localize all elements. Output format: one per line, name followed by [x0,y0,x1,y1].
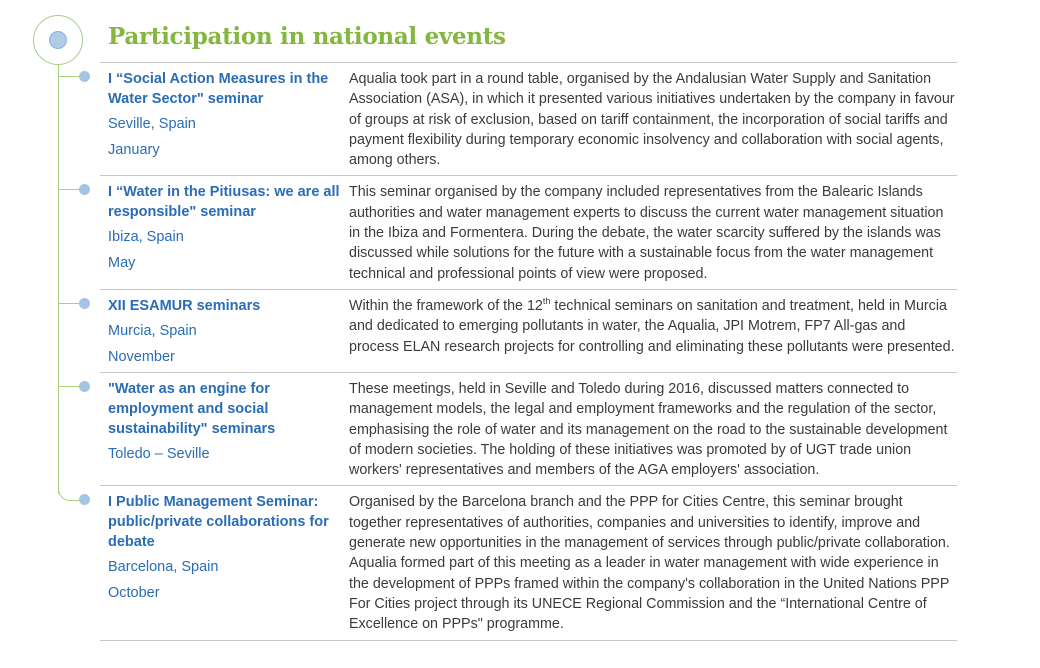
event-info [100,492,348,634]
event-location: Murcia, Spain [108,322,197,339]
event-description [348,379,957,480]
event-row-5 [100,485,957,640]
event-title: XII ESAMUR seminars [108,297,261,314]
event-date: November [108,348,175,365]
event-location: Toledo – Seville [108,445,210,462]
event-title: I “Water in the Pitiusas: we are all responsible" seminar [108,184,340,221]
event-row-1 [100,62,957,175]
page-title: Participation in national events [108,23,506,50]
event-description-paragraph: This seminar organised by the company included representatives from the Balearic Islands authorities and water management experts to discuss the current water management situation in the Ibiza and Formentera. During the debate, the water scarcity suffered by the islands was discussed while solutions for the future with a sustainable focus from the water management technical and professional points of view were proposed. [349,184,944,282]
description-prefix: Within the framework of the 12 [349,297,543,314]
event-info [100,379,348,480]
ordinal-suffix: th [542,296,551,307]
event-description-paragraph [349,296,957,357]
timeline-start-icon [33,15,83,65]
timeline-dot-icon [79,298,90,309]
description-suffix: technical seminars on sanitation and treatment, held in Murcia and dedicated to emerging pollutants in water, the Aqualia, JPI Motrem, FP7 All-gas and process ELAN research projects for controlling and eliminating these pollutants were presented. [349,297,955,355]
timeline-dot-icon [79,494,90,505]
event-title: I “Social Action Measures in the Water Sector" seminar [108,71,329,107]
event-title: "Water as an engine for employment and social sustainability" seminars [108,380,276,437]
event-info [100,69,348,170]
event-description [348,69,957,170]
event-location: Seville, Spain [108,116,196,132]
event-info [100,296,348,367]
event-description-paragraph: Aqualia formed part of this meeting as a leader in water management with wide experience in the development of PPPs framed within the company's collaboration in the United Nations PPP For Cities project through its UNECE Regional Commission and the “International Centre of Excellence on PPPs" programme. [349,555,950,633]
event-title: I Public Management Seminar: public/private collaborations for debate [108,494,329,551]
events-table [0,62,1040,641]
event-description [348,492,957,634]
timeline-dot-icon [79,71,90,82]
event-date: October [108,585,160,602]
event-info [100,182,348,283]
event-row-3 [100,289,957,372]
event-description-paragraph: These meetings, held in Seville and Toledo during 2016, discussed matters connected to management models, the legal and employment frameworks and the regulation of the sector, emphasising the role of water and its management on the road to the sustainable development of modern societies. The holding of these initiatives was promoted by of UGT trade union workers' representatives and members of the AGA employers' association. [349,380,948,479]
event-row-4 [100,372,957,485]
event-location: Ibiza, Spain [108,229,184,246]
event-date: May [108,255,136,272]
timeline-dot-icon [79,184,90,195]
event-date: January [108,142,160,158]
event-location: Barcelona, Spain [108,559,219,576]
event-row-2 [100,175,957,288]
event-description-paragraph: Aqualia took part in a round table, organised by the Andalusian Water Supply and Sanitation Association (ASA), in which it presented various initiatives undertaken by the company in favour of groups at risk of exclusion, based on tariff containment, the incorporation of social tariffs and payment flexibility during temporary economic insolvency and collaboration with social agents, among others. [349,71,955,169]
event-description [348,296,957,367]
timeline-dot-icon [79,381,90,392]
event-description [348,182,957,283]
event-description-paragraph: Organised by the Barcelona branch and the PPP for Cities Centre, this seminar brought together representatives of authorities, companies and universities to identify, improve and generate new opportunities in the management of services through public/private collaboration. [349,494,950,552]
